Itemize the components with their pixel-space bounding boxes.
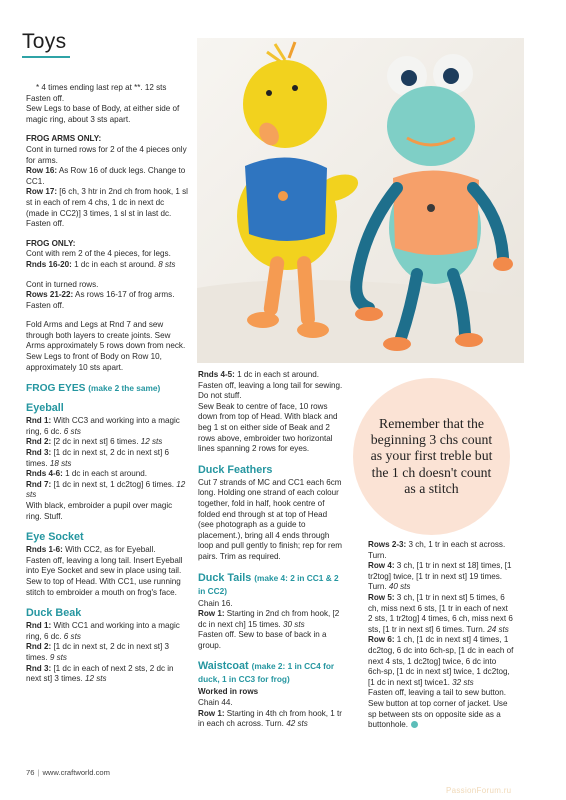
waistcoat-chain: Chain 44. bbox=[198, 698, 233, 708]
frog-only-heading: FROG ONLY: bbox=[26, 238, 76, 248]
page-footer: 76 | www.craftworld.com bbox=[26, 768, 110, 777]
column-left bbox=[26, 83, 188, 685]
row4-instruction: Row 4: 3 ch, [1 tr in next st 18] times, [1 tr2tog] twice, [1 tr in next st] 19 times. Turn. 40 sts bbox=[368, 561, 512, 592]
duck-tails-heading: Duck Tails (make 4: 2 in CC1 & 2 in CC2) bbox=[198, 571, 339, 596]
beak-rnd3: Rnd 3: [1 dc in each of next 2 sts, 2 dc in next st] 3 times. 12 sts bbox=[26, 663, 174, 684]
tip-callout-text: Remember that the beginning 3 chs count as your first treble but the 1 ch doesn't count as a stitch bbox=[370, 415, 493, 496]
duck-feathers-heading: Duck Feathers bbox=[198, 463, 273, 476]
column-middle bbox=[198, 370, 344, 730]
eyeball-end: With black, embroider a pupil over magic ring. Stuff. bbox=[26, 501, 173, 521]
eye-socket-heading: Eye Socket bbox=[26, 531, 84, 544]
turned-rows-text: Cont in turned rows. bbox=[26, 279, 99, 289]
column-right bbox=[368, 540, 514, 731]
eyeball-rnd1: Rnd 1: With CC3 and working into a magic ring, 6 dc. 6 sts bbox=[26, 416, 180, 436]
waistcoat-row1: Row 1: Starting in 4th ch from hook, 1 tr in each ch across. Turn. 42 sts bbox=[198, 708, 342, 729]
rnds16-20-instruction: Rnds 16-20: 1 dc in each st around. 8 sts bbox=[26, 259, 176, 269]
eye-socket-text: Fasten off, leaving a long tail. Insert Eyeball into Eye Socket and sew in place using tail. Sew to top of Head. With CC1, use running stitch to embroider a mouth on frog's face. bbox=[26, 555, 183, 597]
section-title: Toys bbox=[22, 30, 67, 53]
intro-line-1: * 4 times ending last rep at **. 12 sts bbox=[36, 83, 167, 92]
eyeball-heading: Eyeball bbox=[26, 402, 64, 415]
tip-callout bbox=[353, 378, 510, 535]
waistcoat-rows-note: Worked in rows bbox=[198, 687, 259, 697]
end-dot-icon bbox=[411, 721, 418, 728]
eyeball-rnds4-6: Rnds 4-6: 1 dc in each st around. bbox=[26, 469, 148, 479]
row17-instruction: Row 17: [6 ch, 3 htr in 2nd ch from hook, 1 sl st in each of rem 4 chs, 1 dc in next dc (made in CC2)] 3 times, 1 sl st in last dc. bbox=[26, 187, 188, 218]
eyeball-rnd2: Rnd 2: [2 dc in next st] 6 times. 12 sts bbox=[26, 437, 163, 447]
rnds4-5-instruction: Rnds 4-5: 1 dc in each st around. bbox=[198, 370, 320, 379]
tails-row1: Row 1: Starting in 2nd ch from hook, [2 dc in next ch] 15 times. 30 sts bbox=[198, 609, 340, 629]
watermark-text: PassionForum.ru bbox=[446, 786, 512, 795]
footer-url[interactable]: www.craftworld.com bbox=[42, 768, 110, 777]
row5-instruction: Row 5: 3 ch, [1 tr in next st] 5 times, 6 ch, miss next 6 sts, [1 tr in each of next 2 sts, 1 tr2tog] 4 times, 6 ch, miss next 6 sts, [1 tr in next st] 6 times. Turn. 24 sts bbox=[368, 592, 513, 634]
intro-line-3: Sew Legs to base of Body, at either side of magic ring, about 3 sts apart. bbox=[26, 104, 180, 124]
eye-socket-rnds1-6: Rnds 1-6: With CC2, as for Eyeball. bbox=[26, 545, 156, 555]
waistcoat-finish-text: Fasten off, leaving a tail to sew button. Sew button at top corner of jacket. Use sp between sts on opposite side as a buttonhole. bbox=[368, 688, 508, 730]
section-underline bbox=[22, 56, 70, 58]
duck-beak-heading: Duck Beak bbox=[26, 607, 82, 620]
duck-feathers-text: Cut 7 strands of MC and CC1 each 6cm long. Holding one strand of each colour together, fold in half, hook centre of folded end through st at top of Head (see photograph as a guide to placement.), bring all 4 ends through loop and pull gently to finish; rep for rem pairs. Trim as required. bbox=[198, 477, 342, 561]
frog-arms-heading: FROG ARMS ONLY: bbox=[26, 134, 102, 144]
frog-eyes-heading: FROG EYES (make 2 the same) bbox=[26, 383, 161, 395]
frog-arms-text: Cont in turned rows for 2 of the 4 pieces only for arms. bbox=[26, 144, 187, 165]
rows2-3-instruction: Rows 2-3: 3 ch, 1 tr in each st across. Turn. bbox=[368, 540, 506, 560]
row16-instruction: Row 16: As Row 16 of duck legs. Change to CC1. bbox=[26, 166, 186, 186]
frog-only-text: Cont with rem 2 of the 4 pieces, for legs. bbox=[26, 249, 171, 259]
eyeball-rnd7: Rnd 7: [1 dc in next st, 1 dc2tog] 6 times. 12 sts bbox=[26, 479, 186, 500]
beak-sew-text: Sew Beak to centre of face, 10 rows down from top of Head. With black and beg 1 st on either side of Beak and 2 rows above, embroider two horizontal lines spanning 2 rows for eyes. bbox=[198, 401, 338, 454]
toys-photo bbox=[197, 38, 524, 363]
intro-line-2: Fasten off. bbox=[26, 93, 65, 103]
rnds4-5-end: Fasten off, leaving a long tail for sewing. Do not stuff. bbox=[198, 380, 343, 401]
page-number: 76 bbox=[26, 768, 35, 777]
rows21-22-instruction: Rows 21-22: As rows 16-17 of frog arms. bbox=[26, 290, 175, 300]
tails-chain: Chain 16. bbox=[198, 598, 233, 608]
rows21-22-end: Fasten off. bbox=[26, 300, 65, 310]
fold-instruction: Fold Arms and Legs at Rnd 7 and sew through both layers to create joints. Sew Arms approximately 5 rows down from neck. Sew Legs to front of Body on Row 10, approximately 10 sts apart. bbox=[26, 320, 186, 372]
row6-instruction: Row 6: 1 ch, [1 dc in next st] 4 times, 1 dc2tog, 6 dc into 6ch-sp, [1 dc in each of next 4 sts, 1 dc2tog] twice, 6 dc into 6ch-sp, [1 dc in next st] twice, 1 dc2tog, [1 dc in next st] twice1. 32 sts bbox=[368, 635, 514, 687]
waistcoat-heading: Waistcoat (make 2: 1 in CC4 for duck, 1 in CC3 for frog) bbox=[198, 660, 335, 685]
eyeball-rnd3: Rnd 3: [1 dc in next st, 2 dc in next st] 6 times. 18 sts bbox=[26, 448, 170, 468]
tails-end: Fasten off. Sew to base of back in a group. bbox=[198, 630, 327, 650]
beak-rnd1: Rnd 1: With CC1 and working into a magic ring, 6 dc. 6 sts bbox=[26, 621, 180, 641]
row17-end: Fasten off. bbox=[26, 219, 65, 229]
crochet-duck-and-frog-illustration bbox=[197, 38, 524, 363]
beak-rnd2: Rnd 2: [1 dc in next st, 2 dc in next st] 3 times. 9 sts bbox=[26, 642, 170, 662]
